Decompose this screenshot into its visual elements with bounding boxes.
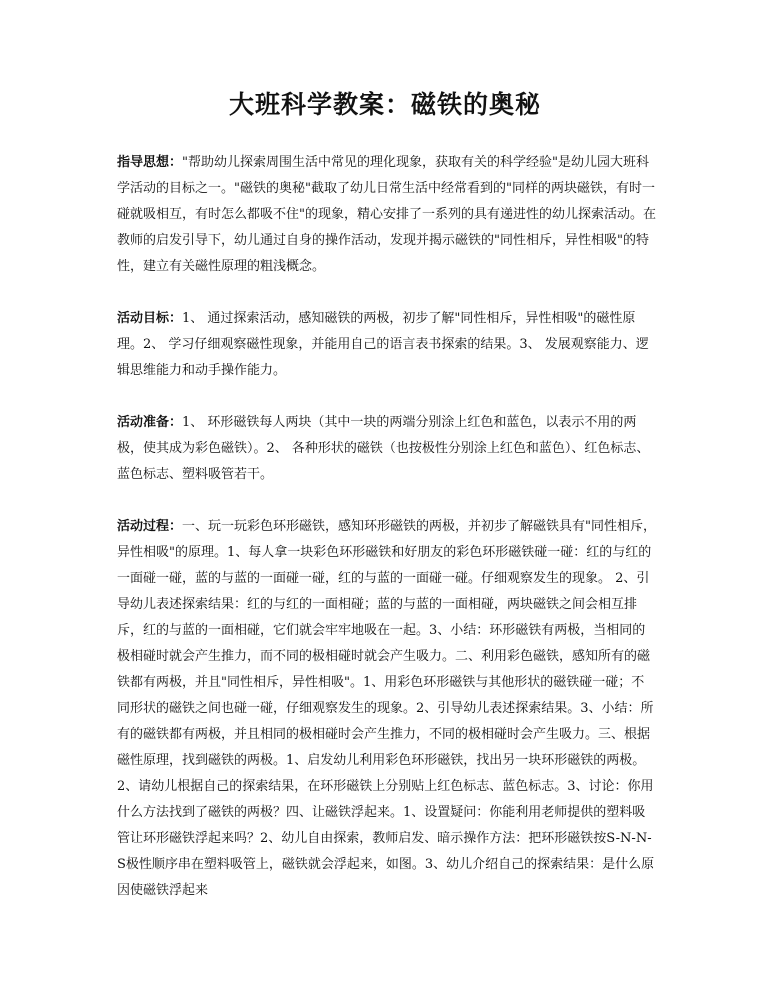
section-goals bbox=[117, 306, 657, 384]
section-guiding-idea bbox=[117, 150, 657, 280]
section-text: 一、玩一玩彩色环形磁铁，感知环形磁铁的两极，并初步了解磁铁具有"同性相斥，异性相吸"的原理。1、每人拿一块彩色环形磁铁和好朋友的彩色环形磁铁碰一碰：红的与红的一面碰一碰，蓝的与蓝的一面碰一碰，红的与蓝的一面碰一碰。仔细观察发生的现象。 2、引导幼儿表述探索结果：红的与红的一面相碰；蓝的与蓝的一面相碰，两块磁铁之间会相互排斥，红的与蓝的一面相碰，它们就会牢牢地吸在一起。3、小结：环形磁铁有两极，当相同的极相碰时就会产生推力，而不同的极相碰时就会产生吸力。二、利用彩色磁铁，感知所有的磁铁都有两极，并且"同性相斥，异性相吸"。1、用彩色环形磁铁与其他形状的磁铁碰一碰；不同形状的磁铁之间也碰一碰，仔细观察发生的现象。2、引导幼儿表述探索结果。3、小结：所有的磁铁都有两极，并且相同的极相碰时会产生推力，不同的极相碰时会产生吸力。三、根据磁性原理，找到磁铁的两极。1、启发幼儿利用彩色环形磁铁，找出另一块环形磁铁的两极。2、请幼儿根据自己的探索结果，在环形磁铁上分别贴上红色标志、蓝色标志。3、讨论：你用什么方法找到了磁铁的两极？四、让磁铁浮起来。1、设置疑问：你能利用老师提供的塑料吸管让环形磁铁浮起来吗？2、幼儿自由探索，教师启发、暗示操作方法：把环形磁铁按S-N-N-S极性顺序串在塑料吸管上，磁铁就会浮起来，如图。3、幼儿介绍自己的探索结果：是什么原因使磁铁浮起来 bbox=[117, 519, 656, 898]
section-label: 指导思想： bbox=[117, 155, 183, 170]
section-preparation bbox=[117, 410, 657, 488]
section-text: "帮助幼儿探索周围生活中常见的理化现象，获取有关的科学经验"是幼儿园大班科学活动的目标之一。"磁铁的奥秘"截取了幼儿日常生活中经常看到的"同样的两块磁铁，有时一碰就吸相互，有时怎么都吸不住"的现象，精心安排了一系列的具有递进性的幼儿探索活动。在教师的启发引导下，幼儿通过自身的操作活动，发现并揭示磁铁的"同性相斥，异性相吸"的特性，建立有关磁性原理的粗浅概念。 bbox=[117, 155, 656, 274]
paragraph bbox=[117, 150, 657, 280]
paragraph bbox=[117, 410, 657, 488]
document-body bbox=[117, 150, 657, 930]
section-process bbox=[117, 514, 657, 904]
section-label: 活动过程： bbox=[117, 519, 183, 534]
section-label: 活动准备： bbox=[117, 415, 183, 430]
section-text: 1、 环形磁铁每人两块（其中一块的两端分别涂上红色和蓝色，以表示不用的两极，使其成为彩色磁铁）。2、 各种形状的磁铁（也按极性分别涂上红色和蓝色）、红色标志、蓝色标志、塑料吸管若干。 bbox=[117, 415, 650, 482]
paragraph bbox=[117, 514, 657, 904]
paragraph bbox=[117, 306, 657, 384]
page-title: 大班科学教案：磁铁的奥秘 bbox=[228, 90, 541, 119]
section-label: 活动目标： bbox=[117, 311, 183, 326]
section-text: 1、 通过探索活动，感知磁铁的两极，初步了解"同性相斥，异性相吸"的磁性原理。2、 学习仔细观察磁性现象，并能用自己的语言表书探索的结果。3、 发展观察能力、逻辑思维能力和动手操作能力。 bbox=[117, 311, 649, 378]
